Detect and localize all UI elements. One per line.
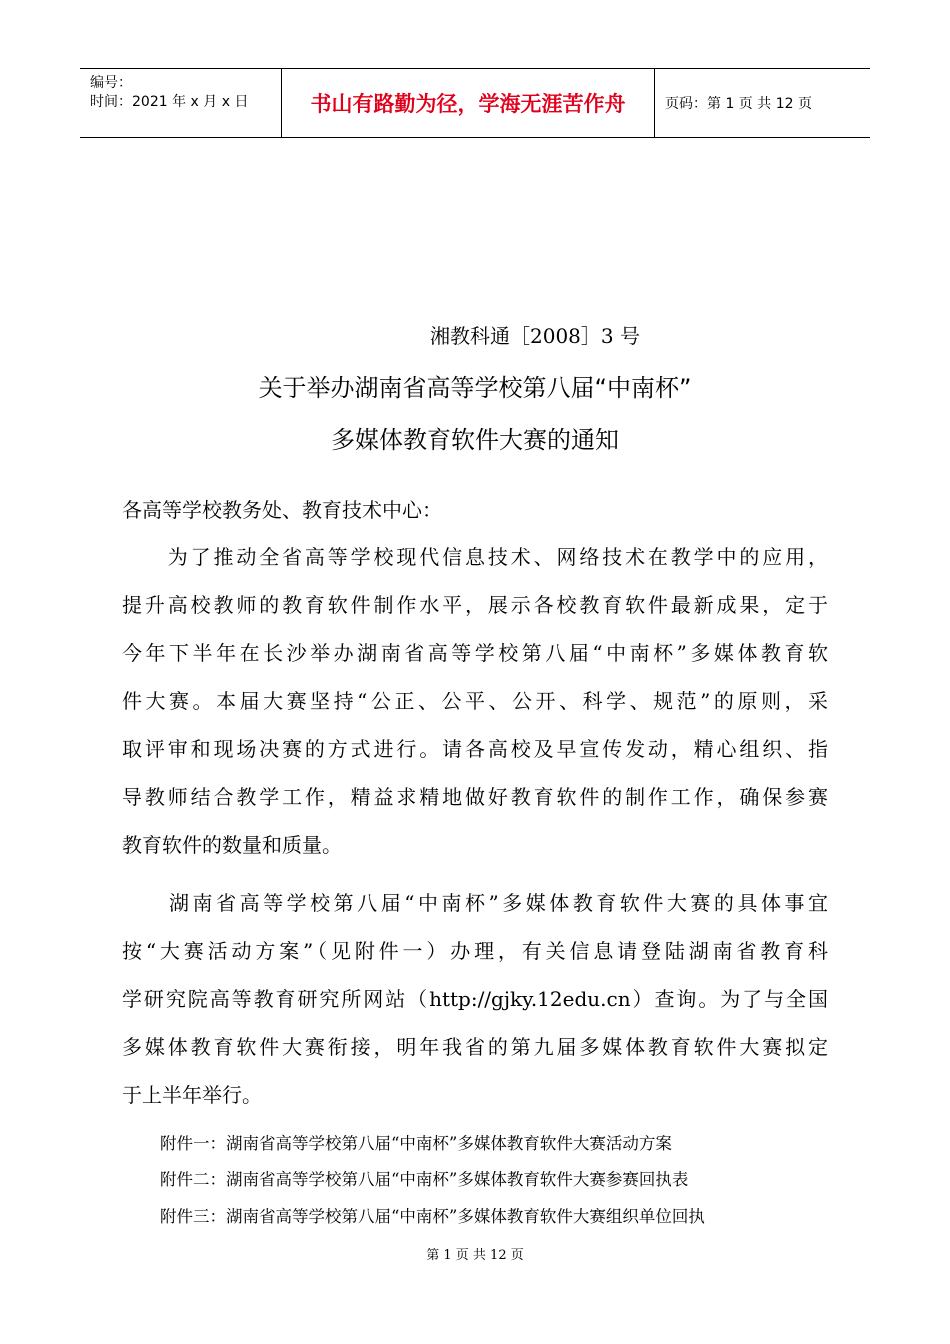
page-footer: 第 1 页 共 12 页 [426, 1248, 524, 1263]
header-page-label: 页码：第 1 页 共 12 页 [665, 96, 812, 112]
title-line-2: 多媒体教育软件大赛的通知 [331, 426, 619, 454]
body-paragraph-2 [122, 888, 828, 1128]
header-divider [654, 69, 655, 137]
paragraph-line: 提升高校教师的教育软件制作水平，展示各校教育软件最新成果，定于 [122, 593, 828, 617]
header-number-label: 编号： [90, 75, 132, 91]
paragraph-line: 于上半年举行。 [122, 1083, 262, 1107]
document-header [80, 68, 870, 138]
attachment-item: 附件二：湖南省高等学校第八届“中南杯”多媒体教育软件大赛参赛回执表 [160, 1170, 689, 1189]
body-paragraph-1 [122, 542, 828, 878]
title-line-1: 关于举办湖南省高等学校第八届“中南杯” [258, 374, 692, 402]
paragraph-line: 按“大赛活动方案”（见附件一）办理，有关信息请登陆湖南省教育科 [122, 939, 828, 963]
paragraph-line: 教育软件的数量和质量。 [122, 833, 342, 857]
paragraph-line: 取评审和现场决赛的方式进行。请各高校及早宣传发动，精心组织、指 [122, 737, 828, 761]
header-meta-cell [80, 69, 280, 137]
attachment-item: 附件一：湖南省高等学校第八届“中南杯”多媒体教育软件大赛活动方案 [160, 1134, 672, 1153]
paragraph-line: 件大赛。本届大赛坚持“公正、公平、公开、科学、规范”的原则，采 [122, 689, 828, 713]
header-motto: 书山有路勤为径，学海无涯苦作舟 [310, 92, 626, 116]
paragraph-line: 导教师结合教学工作，精益求精地做好教育软件的制作工作，确保参赛 [122, 785, 828, 809]
salutation: 各高等学校教务处、教育技术中心： [122, 498, 442, 522]
document-number: 湘教科通［2008］3 号 [430, 324, 640, 348]
paragraph-line: 多媒体教育软件大赛衔接，明年我省的第九届多媒体教育软件大赛拟定 [122, 1035, 828, 1059]
attachment-item: 附件三：湖南省高等学校第八届“中南杯”多媒体教育软件大赛组织单位回执 [160, 1207, 705, 1226]
header-date-label: 时间：2021 年 x 月 x 日 [90, 94, 249, 110]
paragraph-line: 湖南省高等学校第八届“中南杯”多媒体教育软件大赛的具体事宜 [122, 891, 828, 915]
paragraph-line: 学研究院高等教育研究所网站（http://gjky.12edu.cn）查询。为了与全国 [122, 987, 828, 1011]
paragraph-line: 为了推动全省高等学校现代信息技术、网络技术在教学中的应用， [122, 545, 828, 569]
paragraph-line: 今年下半年在长沙举办湖南省高等学校第八届“中南杯”多媒体教育软 [122, 641, 828, 665]
